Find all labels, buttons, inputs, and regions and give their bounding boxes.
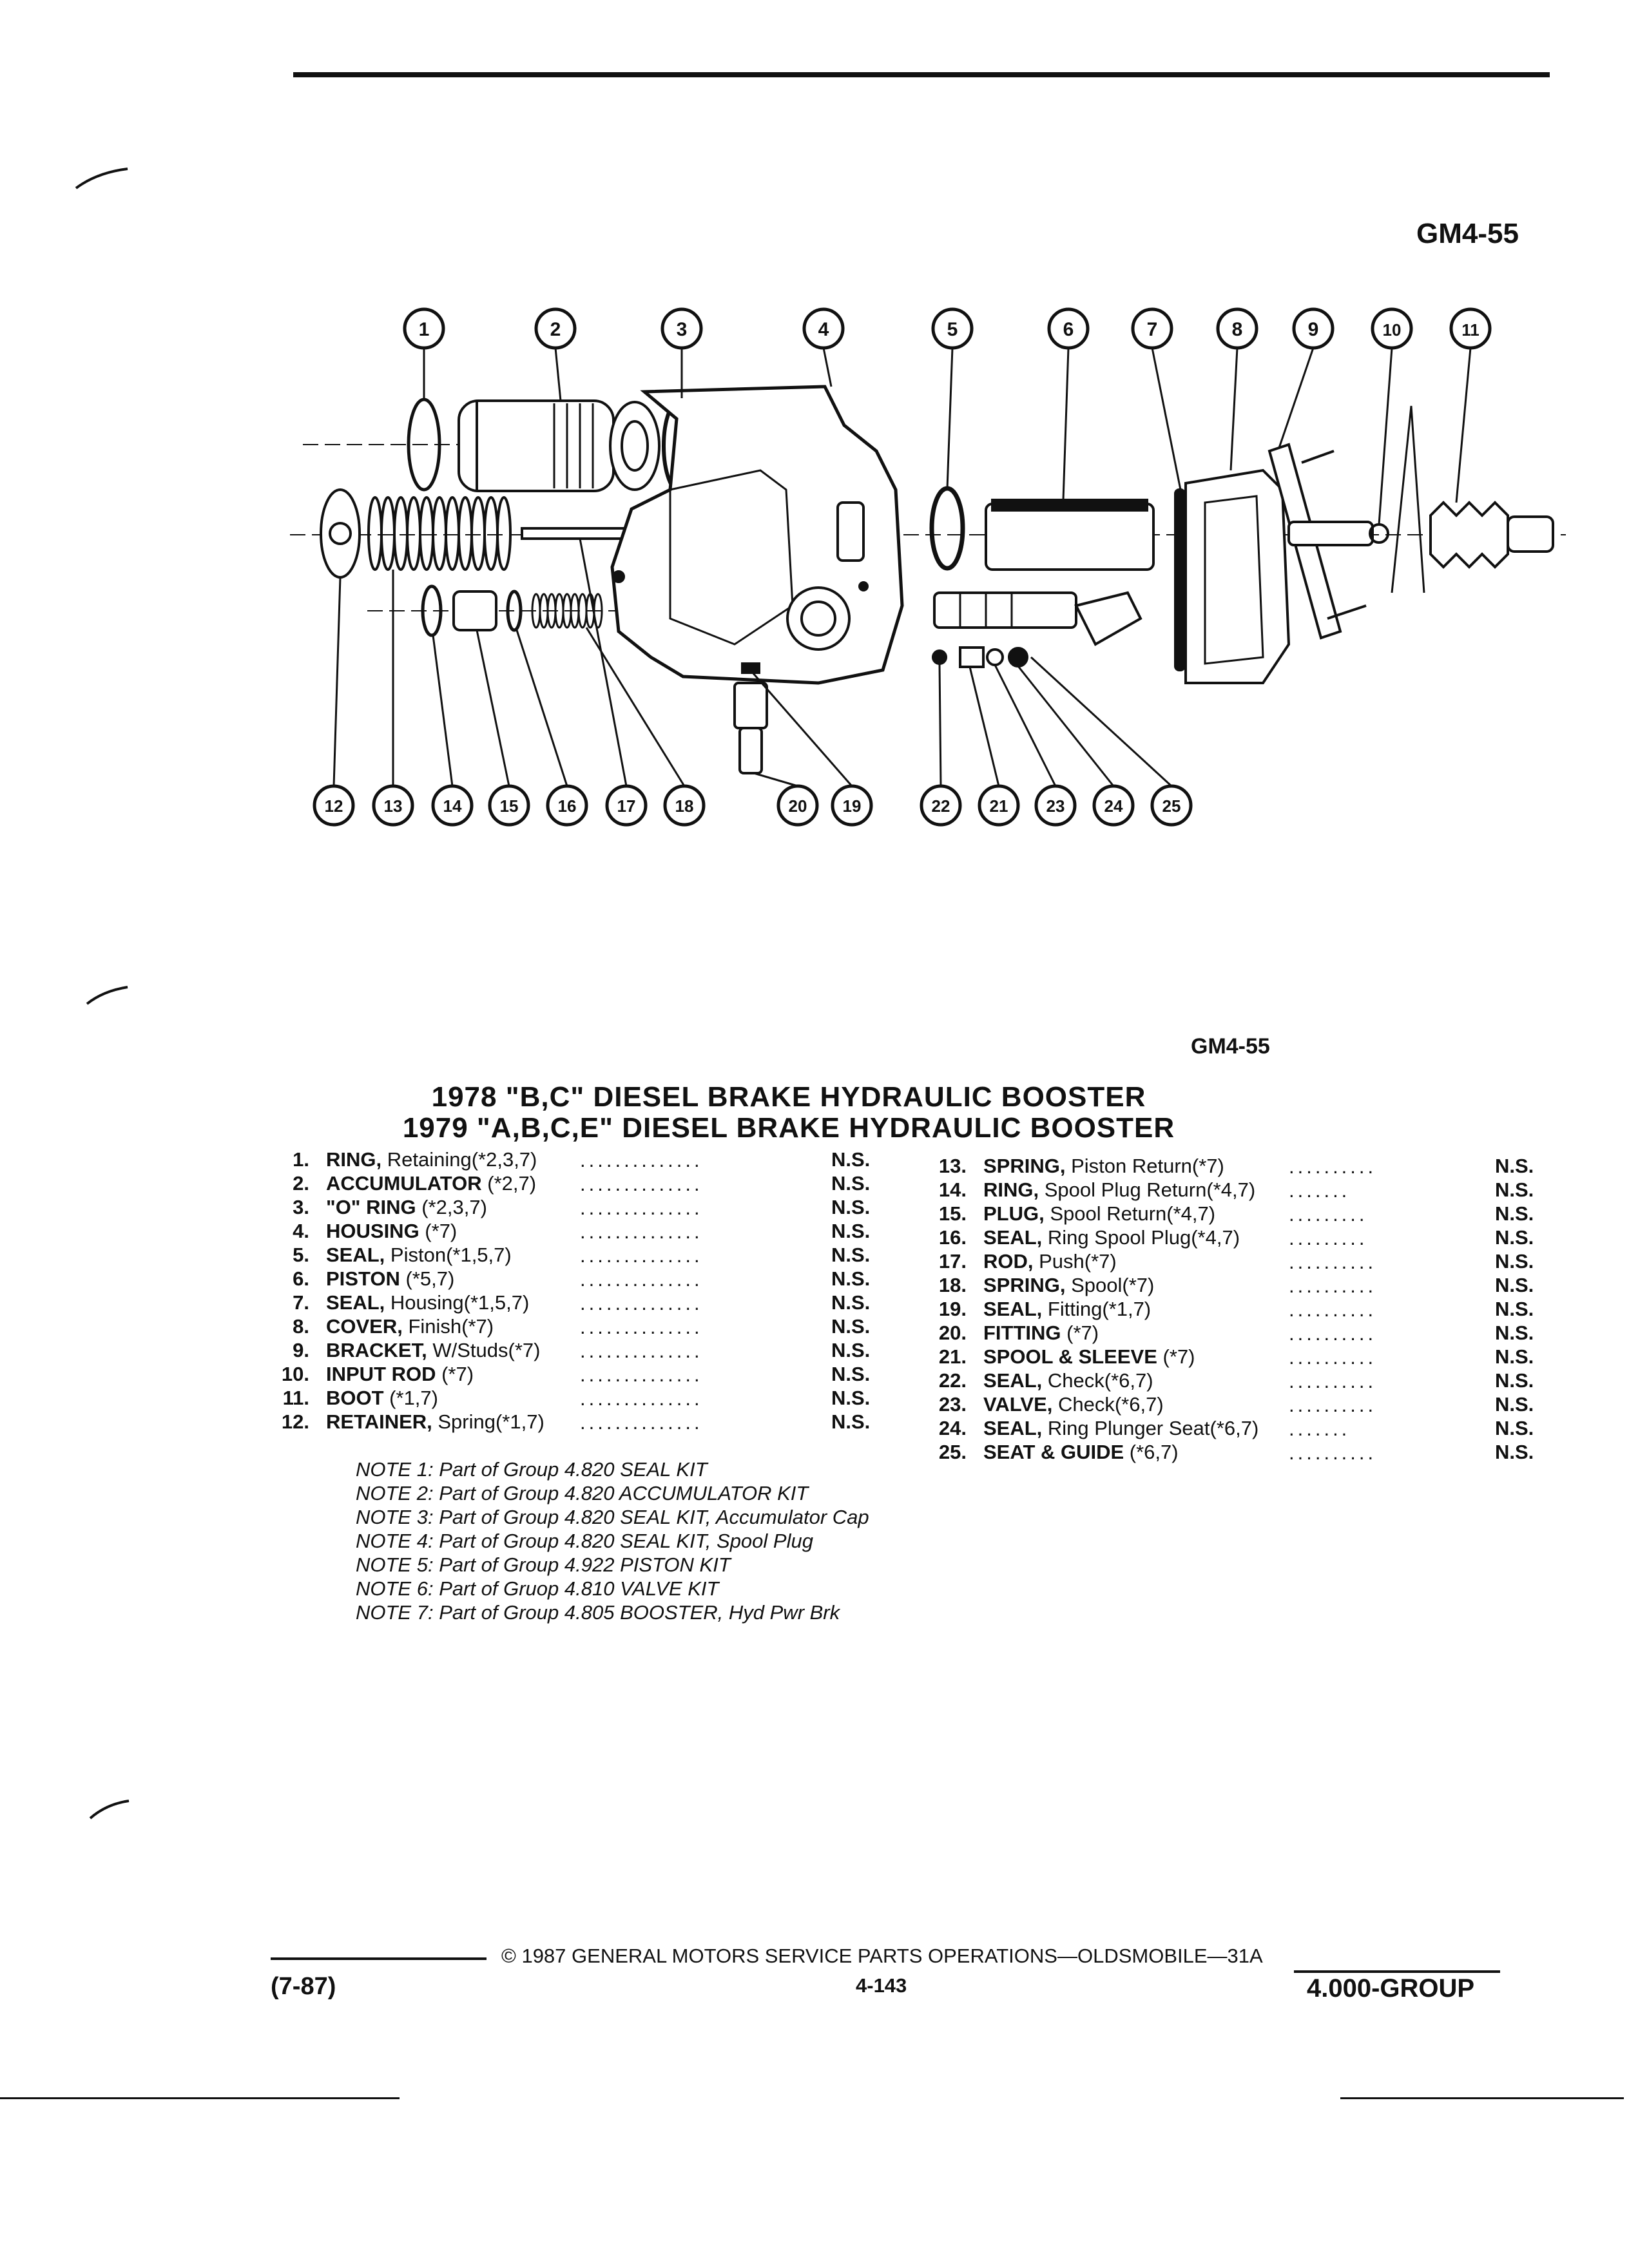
callout-7: 7 bbox=[1146, 319, 1158, 340]
note-5: NOTE 5: Part of Group 4.922 PISTON KIT bbox=[356, 1553, 731, 1576]
bottom-scan-line bbox=[0, 2097, 400, 2099]
dot-leaders-right: .......... ....... ......... ......... .......... .......... .......... .......... .......... .......... .......... ....... .......... bbox=[1289, 1155, 1377, 1464]
callout-21: 21 bbox=[989, 796, 1008, 816]
bottom-scan-line-short bbox=[1340, 2097, 1624, 2099]
note-1: NOTE 1: Part of Group 4.820 SEAL KIT bbox=[356, 1458, 708, 1481]
callout-16: 16 bbox=[557, 796, 577, 816]
title-line-2: 1979 "A,B,C,E" DIESEL BRAKE HYDRAULIC BOOSTER bbox=[402, 1112, 1175, 1144]
callout-12: 12 bbox=[324, 796, 343, 816]
callout-24: 24 bbox=[1104, 796, 1123, 816]
callout-3: 3 bbox=[676, 319, 688, 340]
footer-copyright: © 1987 GENERAL MOTORS SERVICE PARTS OPERATIONS—OLDSMOBILE—31A bbox=[501, 1945, 1263, 1967]
callout-4: 4 bbox=[818, 319, 829, 340]
note-3: NOTE 3: Part of Group 4.820 SEAL KIT, Accumulator Cap bbox=[356, 1506, 869, 1528]
callout-19: 19 bbox=[842, 796, 862, 816]
dot-leaders-left: .............. .............. .............. .............. .............. .............. .............. .............. .............. .............. .............. .............. bbox=[580, 1149, 703, 1434]
callout-2: 2 bbox=[550, 319, 561, 340]
footer-page-number: 4-143 bbox=[856, 1974, 907, 1997]
footer-date: (7-87) bbox=[271, 1973, 336, 2000]
note-7: NOTE 7: Part of Group 4.805 BOOSTER, Hyd Pwr Brk bbox=[356, 1601, 840, 1624]
footer-rule-right bbox=[1294, 1970, 1500, 1973]
figure-code-top: GM4-55 bbox=[1416, 218, 1519, 249]
footer-rule-left bbox=[271, 1957, 487, 1960]
callout-1: 1 bbox=[418, 319, 430, 340]
footer-group: 4.000-GROUP bbox=[1307, 1974, 1475, 2003]
callout-17: 17 bbox=[617, 796, 636, 816]
callout-5: 5 bbox=[947, 319, 958, 340]
callout-11: 11 bbox=[1461, 320, 1480, 340]
callout-25: 25 bbox=[1162, 796, 1181, 816]
note-2: NOTE 2: Part of Group 4.820 ACCUMULATOR KIT bbox=[356, 1482, 809, 1504]
figure-code-caption: GM4-55 bbox=[1191, 1034, 1270, 1059]
callout-15: 15 bbox=[499, 796, 519, 816]
callout-14: 14 bbox=[443, 796, 462, 816]
callout-9: 9 bbox=[1307, 319, 1319, 340]
callout-10: 10 bbox=[1382, 320, 1402, 340]
title-line-1: 1978 "B,C" DIESEL BRAKE HYDRAULIC BOOSTER bbox=[431, 1081, 1146, 1113]
callout-8: 8 bbox=[1231, 319, 1243, 340]
callout-6: 6 bbox=[1063, 319, 1074, 340]
note-6: NOTE 6: Part of Gruop 4.810 VALVE KIT bbox=[356, 1577, 719, 1600]
callout-22: 22 bbox=[931, 796, 950, 816]
callout-13: 13 bbox=[383, 796, 403, 816]
notes-list bbox=[356, 1457, 869, 1624]
callout-18: 18 bbox=[675, 796, 694, 816]
callout-20: 20 bbox=[788, 796, 807, 816]
callout-23: 23 bbox=[1046, 796, 1065, 816]
note-4: NOTE 4: Part of Group 4.820 SEAL KIT, Spool Plug bbox=[356, 1530, 813, 1552]
exploded-diagram bbox=[284, 258, 1585, 889]
